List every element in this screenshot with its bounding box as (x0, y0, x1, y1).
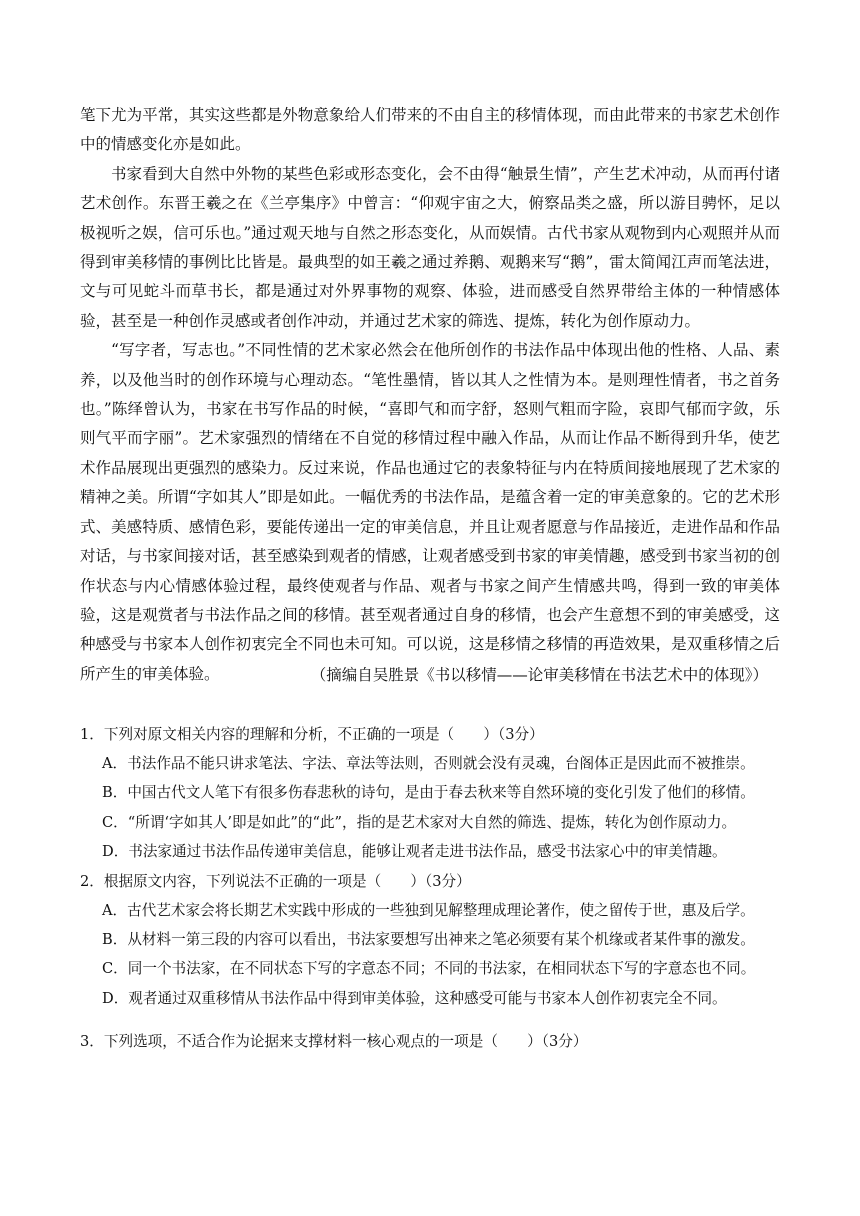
question-3 (80, 1027, 780, 1056)
question-1-option-c: C．“所谓‘字如其人’即是如此”的“此”，指的是艺术家对大自然的筛选、提炼，转化为创作原动力。 (102, 813, 737, 831)
passage-paragraph-2: 书家看到大自然中外物的某些色彩或形态变化，会不由得“触景生情”，产生艺术冲动，从而再付诸艺术创作。东晋王羲之在《兰亭集序》中曾言：“仰观宇宙之大，俯察品类之盛，所以游目骋怀，足以极视听之娱，信可乐也。”通过观天地与自然之形态变化，从而娱情。古代书家从观物到内心观照并从而得到审美移情的事例比比皆是。最典型的如王羲之通过养鹅、观鹅来写“鹅”，雷太简闻江声而笔法进，文与可见蛇斗而草书长，都是通过对外界事物的观察、体验，进而感受自然界带给主体的一种情感体验，甚至是一种创作灵感或者创作冲动，并通过艺术家的筛选、提炼，转化为创作原动力。 (80, 164, 780, 330)
question-2-option-c: C．同一个书法家，在不同状态下写的字意态不同；不同的书法家，在相同状态下写的字意态也不同。 (102, 960, 756, 978)
question-3-stem: 3．下列选项，不适合作为论据来支撑材料一核心观点的一项是（ ）（3分） (80, 1033, 588, 1051)
question-1-option-a: A．书法作品不能只讲求笔法、字法、章法等法则，否则就会没有灵魂，台阁体正是因此而不被推崇。 (102, 755, 755, 772)
question-1 (80, 720, 780, 867)
question-list (80, 720, 780, 1056)
question-2-option-b: B．从材料一第三段的内容可以看出，书法家要想写出神来之笔必须要有某个机缘或者某件事的激发。 (102, 931, 755, 949)
question-1-stem: 1．下列对原文相关内容的理解和分析，不正确的一项是（ ）（3分） (80, 726, 544, 743)
question-2-option-a: A．古代艺术家会将长期艺术实践中形成的一些独到见解整理成理论著作，使之留传于世，惠及后学。 (102, 901, 755, 919)
question-2 (80, 867, 780, 1014)
passage-source-citation: （摘编自吴胜景《书以移情——论审美移情在书法艺术中的体现》） (310, 666, 768, 684)
question-1-option-d: D．书法家通过书法作品传递审美信息，能够让观者走进书法作品，感受书法家心中的审美情趣。 (102, 843, 727, 861)
question-2-stem: 2．根据原文内容，下列说法不正确的一项是（ ）（3分） (80, 872, 471, 890)
question-spacer (80, 1013, 780, 1027)
passage-paragraph-3: “写字者，写志也。”不同性情的艺术家必然会在他所创作的书法作品中体现出他的性格、人品、素养，以及他当时的创作环境与心理动态。“笔性墨情，皆以其人之性情为本。是则理性情者，书之首务也。”陈绎曾认为，书家在书写作品的时候，“喜即气和而字舒，怒则气粗而字险，哀即气郁而字敛，乐则气平而字丽”。艺术家强烈的情绪在不自觉的移情过程中融入作品，从而让作品不断得到升华，使艺术作品展现出更强烈的感染力。反过来说，作品也通过它的表象特征与内在特质间接地展现了艺术家的精神之美。所谓“字如其人”即是如此。一幅优秀的书法作品，是蕴含着一定的审美意象的。它的艺术形式、美感特质、感情色彩，要能传递出一定的审美信息，并且让观者愿意与作品接近，走进作品和作品对话，与书家间接对话，甚至感染到观者的情感，让观者感受到书家的审美情趣，感受到书家当初的创作状态与内心情感体验过程，最终使观者与作品、观者与书家之间产生情感共鸣，得到一致的审美体验，这是观赏者与书法作品之间的移情。甚至观者通过自身的移情，也会产生意想不到的审美感受，这种感受与书家本人创作初衷完全不同也未可知。可以说，这是移情之移情的再造效果，是双重移情之后所产生的审美体验。 (80, 341, 780, 683)
passage-paragraph-1: 笔下尤为平常，其实这些都是外物意象给人们带来的不由自主的移情体现，而由此带来的书家艺术创作中的情感变化亦是如此。 (80, 106, 780, 154)
question-2-option-d: D．观者通过双重移情从书法作品中得到审美体验，这种感受可能与书家本人创作初衷完全不同。 (102, 989, 727, 1007)
question-1-option-b: B．中国古代文人笔下有很多伤春悲秋的诗句，是由于春去秋来等自然环境的变化引发了他们的移情。 (102, 784, 755, 802)
reading-passage (80, 101, 780, 689)
